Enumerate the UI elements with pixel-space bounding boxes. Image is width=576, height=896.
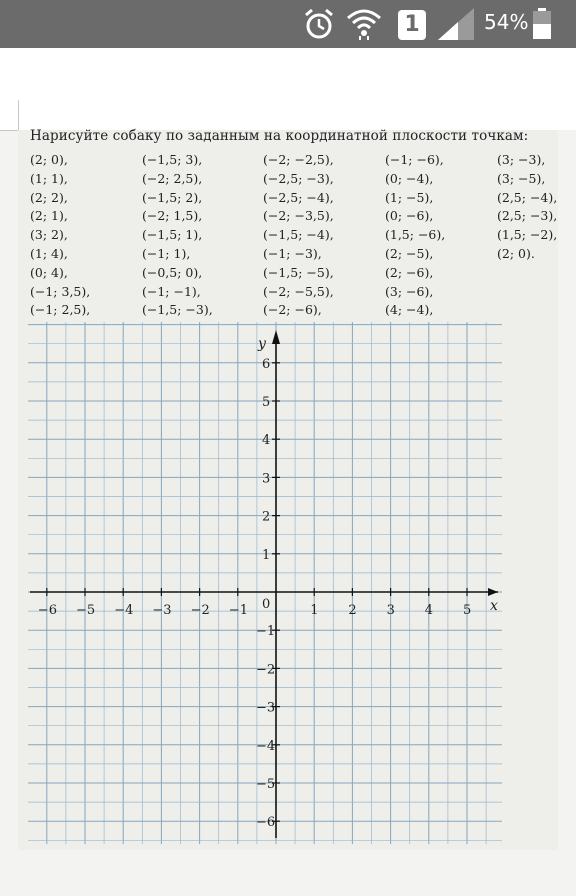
point-item: (−1,5; 2),	[142, 189, 203, 205]
battery-icon	[532, 8, 552, 40]
y-tick-label: −5	[256, 777, 276, 792]
point-item: (2; 0),	[30, 152, 68, 167]
point-item: (−1; 1),	[142, 246, 191, 261]
origin-label: 0	[262, 597, 271, 612]
point-item: (0; −4),	[385, 170, 434, 186]
x-tick-label: 2	[348, 603, 357, 618]
point-item: (−1; −1),	[142, 283, 201, 299]
point-item: (−1,5; −3),	[142, 302, 213, 318]
y-tick-label: 3	[262, 471, 271, 487]
y-tick-label: 2	[262, 509, 271, 525]
sim-card-icon: 1	[398, 10, 426, 40]
task-title: Нарисуйте собаку по заданным на координатной плоскости точкам:	[30, 128, 529, 144]
point-item: (−2; −5,5),	[263, 283, 334, 299]
x-tick-label: 4	[424, 603, 434, 618]
battery-percent: 54%	[484, 10, 529, 34]
point-item: (0; −6),	[385, 208, 434, 224]
y-tick-label: −1	[256, 624, 276, 640]
point-item: (2,5; −3),	[497, 208, 558, 224]
wifi-icon	[344, 6, 384, 42]
point-item: (−2; −2,5),	[263, 152, 334, 167]
point-item: (3; −5),	[497, 170, 546, 186]
x-axis-arrow	[488, 588, 498, 596]
point-item: (2; −5),	[385, 246, 434, 261]
signal-icon	[436, 6, 476, 42]
point-item: (3; −3),	[497, 152, 546, 167]
point-item: (−2; 2,5),	[142, 170, 203, 186]
left-edge-divider	[0, 100, 19, 131]
point-item: (2; 2),	[30, 189, 68, 205]
x-tick-label: 5	[463, 603, 472, 618]
y-tick-label: 6	[262, 356, 271, 372]
y-axis-arrow	[272, 330, 280, 344]
point-item: (4; −4),	[385, 302, 434, 318]
y-tick-label: −3	[256, 700, 276, 716]
point-item: (0; 4),	[30, 264, 68, 280]
x-tick-label: −5	[76, 603, 96, 618]
y-tick-label: −6	[256, 815, 276, 831]
browser-top-area	[0, 48, 576, 130]
x-tick-label: −6	[37, 603, 57, 618]
point-item: (2,5; −4),	[497, 189, 558, 205]
point-item: (−1,5; −4),	[263, 227, 334, 243]
point-item: (−2; 1,5),	[142, 208, 203, 224]
point-item: (1; 4),	[30, 246, 68, 261]
x-axis-label: x	[490, 598, 498, 614]
point-item: (1,5; −2),	[497, 227, 558, 243]
point-item: (−1; 2,5),	[30, 302, 91, 318]
alarm-icon	[302, 6, 336, 42]
point-item: (−1,5; 3),	[142, 152, 203, 167]
y-tick-label: −2	[256, 662, 276, 678]
x-tick-label: −2	[190, 603, 210, 618]
point-item: (−1,5; −5),	[263, 264, 334, 280]
point-item: (−2; −6),	[263, 302, 322, 318]
point-item: (2; 0).	[497, 246, 535, 261]
point-item: (−1; −3),	[263, 246, 322, 261]
point-item: (−1; −6),	[385, 152, 444, 167]
point-item: (−1; 3,5),	[30, 283, 91, 299]
point-item: (−2,5; −3),	[263, 170, 334, 186]
point-item: (3; −6),	[385, 283, 434, 299]
y-tick-label: 5	[262, 395, 271, 410]
point-item: (1; 1),	[30, 170, 68, 186]
point-item: (1; −5),	[385, 189, 434, 205]
point-item: (−1,5; 1),	[142, 227, 203, 243]
point-item: (2; −6),	[385, 264, 434, 280]
y-tick-label: 4	[262, 433, 271, 449]
x-tick-label: 1	[310, 603, 319, 618]
y-tick-label: 1	[262, 547, 271, 563]
point-item: (3; 2),	[30, 227, 68, 243]
coordinate-plane	[28, 322, 502, 844]
x-tick-label: −1	[228, 603, 248, 618]
x-tick-label: −4	[114, 603, 134, 618]
y-axis-label: y	[258, 336, 266, 352]
point-item: (2; 1),	[30, 208, 68, 224]
status-bar	[0, 0, 576, 48]
point-item: (−2,5; −4),	[263, 189, 334, 205]
x-tick-label: 3	[386, 603, 395, 618]
point-item: (−0,5; 0),	[142, 264, 203, 280]
point-item: (−2; −3,5),	[263, 208, 334, 224]
point-item: (1,5; −6),	[385, 227, 446, 243]
x-tick-label: −3	[152, 603, 172, 618]
y-tick-label: −4	[256, 738, 276, 754]
